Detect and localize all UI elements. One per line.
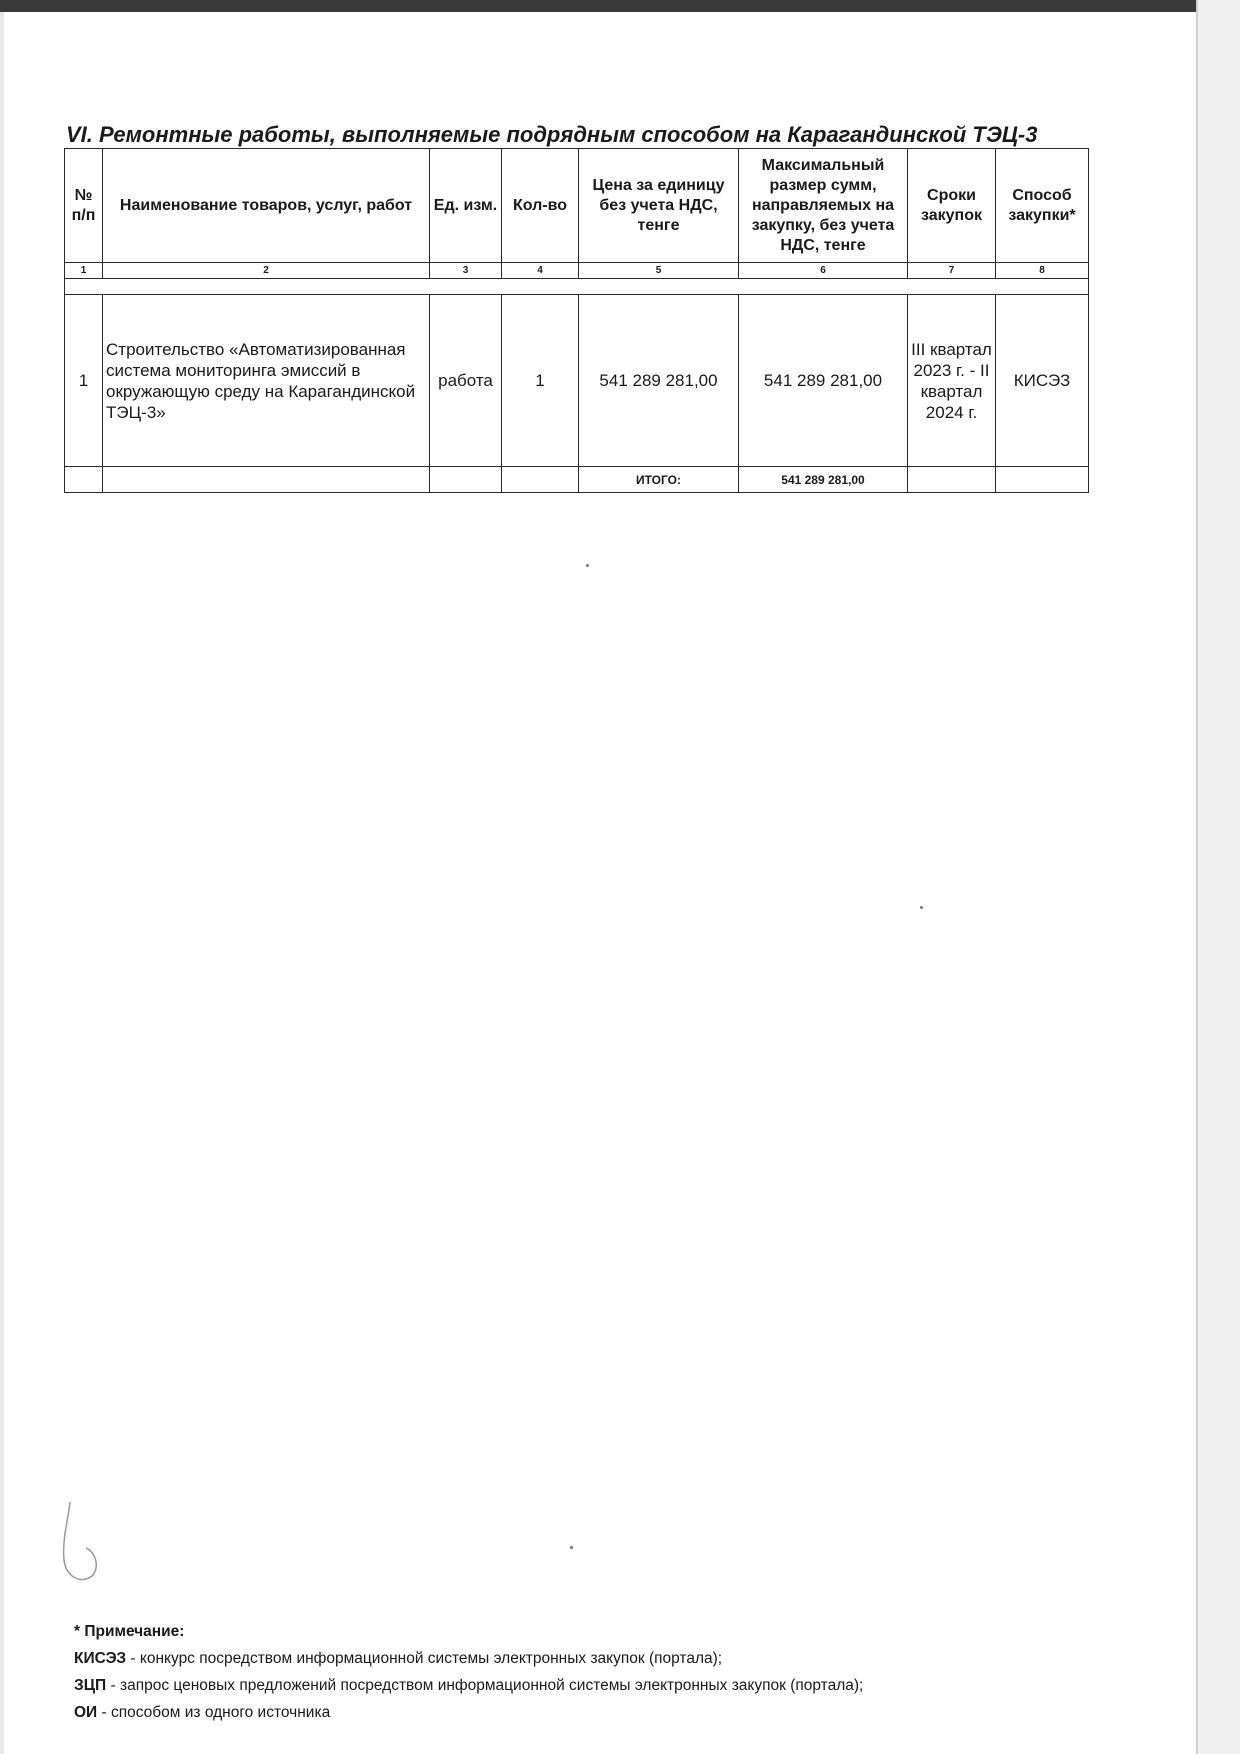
note-text: - способом из одного источника — [97, 1704, 331, 1721]
row-unit: работа — [430, 295, 502, 467]
table-row — [65, 295, 1089, 467]
column-number: 8 — [996, 263, 1089, 279]
total-empty — [65, 467, 103, 493]
row-max-amount: 541 289 281,00 — [739, 295, 908, 467]
header-unit: Ед. изм. — [430, 149, 502, 263]
total-empty — [430, 467, 502, 493]
scan-edge-left — [0, 0, 4, 1754]
header-period: Сроки закупок — [908, 149, 996, 263]
column-number: 3 — [430, 263, 502, 279]
note-abbr: КИСЭЗ — [74, 1650, 127, 1667]
total-empty — [103, 467, 430, 493]
blank-row — [65, 279, 1089, 295]
notes-block — [74, 1618, 1074, 1726]
row-method: КИСЭЗ — [996, 295, 1089, 467]
header-qty: Кол-во — [502, 149, 579, 263]
scan-edge-right — [1198, 0, 1240, 1754]
total-empty — [996, 467, 1089, 493]
section-title: VI. Ремонтные работы, выполняемые подрядным способом на Карагандинской ТЭЦ-3 — [66, 122, 1038, 147]
column-number: 5 — [579, 263, 739, 279]
row-name: Строительство «Автоматизированная система мониторинга эмиссий в окружающую среду на Карагандинской ТЭЦ-3» — [103, 295, 430, 467]
header-method: Способ закупки* — [996, 149, 1089, 263]
column-number: 4 — [502, 263, 579, 279]
note-item — [74, 1699, 1074, 1726]
procurement-table — [64, 148, 1089, 493]
header-name: Наименование товаров, услуг, работ — [103, 149, 430, 263]
column-number-row — [65, 263, 1089, 279]
blank-cell — [65, 279, 1089, 295]
column-number: 1 — [65, 263, 103, 279]
note-abbr: ОИ — [74, 1704, 98, 1721]
note-item — [74, 1645, 1074, 1672]
note-item — [74, 1672, 1074, 1699]
row-period: III квартал 2023 г. - II квартал 2024 г. — [908, 295, 996, 467]
scan-speck — [920, 906, 923, 909]
total-empty — [502, 467, 579, 493]
header-row — [65, 149, 1089, 263]
row-num: 1 — [65, 295, 103, 467]
total-value: 541 289 281,00 — [739, 467, 908, 493]
scan-speck — [570, 1546, 573, 1549]
notes-heading: * Примечание: — [74, 1623, 185, 1640]
row-unit-price: 541 289 281,00 — [579, 295, 739, 467]
total-empty — [908, 467, 996, 493]
row-qty: 1 — [502, 295, 579, 467]
column-number: 7 — [908, 263, 996, 279]
note-text: - конкурс посредством информационной системы электронных закупок (портала); — [126, 1650, 723, 1667]
header-max-amount: Максимальный размер сумм, направляемых на закупку, без учета НДС, тенге — [739, 149, 908, 263]
column-number: 2 — [103, 263, 430, 279]
header-num: № п/п — [65, 149, 103, 263]
note-abbr: ЗЦП — [74, 1677, 107, 1694]
total-row — [65, 467, 1089, 493]
column-number: 6 — [739, 263, 908, 279]
scan-edge-top — [0, 0, 1240, 12]
note-text: - запрос ценовых предложений посредством информационной системы электронных закупок (портала); — [106, 1677, 864, 1694]
header-unit-price: Цена за единицу без учета НДС, тенге — [579, 149, 739, 263]
total-label: ИТОГО: — [579, 467, 739, 493]
scan-speck — [586, 564, 589, 567]
signature-mark — [42, 1500, 112, 1590]
